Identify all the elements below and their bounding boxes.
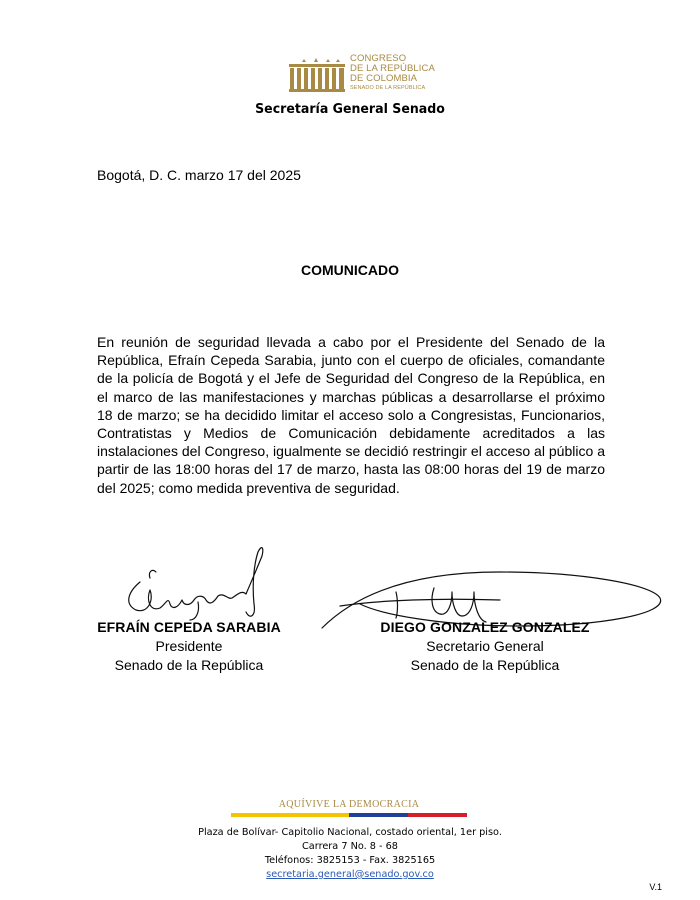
- logo-line: CONGRESO: [350, 53, 407, 64]
- flag-yellow: [231, 813, 349, 817]
- signatory-role: Secretario General: [426, 638, 544, 654]
- signatory-entity: Senado de la República: [114, 657, 264, 673]
- signatory-name: DIEGO GONZALEZ GONZALEZ: [380, 619, 590, 635]
- motto-text: AQUÍVIVE LA DEMOCRACIA: [278, 799, 420, 810]
- document-version: V.1: [649, 882, 662, 892]
- footer-street: Carrera 7 No. 8 - 68: [302, 841, 398, 852]
- signatory-role: Presidente: [155, 638, 223, 654]
- footer-address: Plaza de Bolívar- Capitolio Nacional, costado oriental, 1er piso.: [198, 827, 502, 838]
- letter-heading: [0, 262, 700, 278]
- logo-line: DE LA REPÚBLICA: [350, 63, 435, 74]
- office-title-text: Secretaría General Senado: [255, 101, 445, 117]
- signature-left: [129, 548, 263, 620]
- capitol-columns-icon: [288, 58, 346, 92]
- logo-line: DE COLOMBIA: [350, 73, 418, 84]
- logo-wordmark: [350, 54, 435, 92]
- office-title: [0, 101, 700, 117]
- flag-blue: [349, 813, 408, 817]
- letter-body: En reunión de seguridad llevada a cabo por el Presidente del Senado de la República, Efraín Cepeda Sarabia, junto con el cuerpo de oficiales, comandante de la policía de Bogotá y el Jefe de Seguridad del Congreso de la República, en el marco de las manifestaciones y marchas públicas a desarrollarse el próximo 18 de marzo; se ha decidido limitar el acceso solo a Congresistas, Funcionarios, Contratistas y Medios de Comunicación debidamente acreditados a las instalaciones del Congreso, igualmente se decidió restringir el acceso al público a partir de las 18:00 horas del 17 de marzo, hasta las 08:00 horas del 19 de marzo del 2025; como medida preventiva de seguridad.: [97, 334, 605, 496]
- footer-email-link[interactable]: secretaria.general@senado.gov.co: [266, 869, 434, 880]
- letter-date: Bogotá, D. C. marzo 17 del 2025: [97, 167, 301, 183]
- congress-logo: [288, 50, 448, 94]
- signatory-secretary: [340, 618, 630, 675]
- flag-red: [408, 813, 467, 817]
- signatory-president: [55, 618, 323, 675]
- signatory-entity: Senado de la República: [410, 657, 560, 673]
- footer-phones: Teléfonos: 3825153 - Fax. 3825165: [264, 855, 436, 866]
- footer-motto: [231, 799, 467, 821]
- logo-subline: SENADO DE LA REPÚBLICA: [350, 85, 426, 91]
- footer-contact: [0, 826, 700, 882]
- signatory-name: EFRAÍN CEPEDA SARABIA: [97, 619, 281, 635]
- letter-heading-text: COMUNICADO: [301, 262, 399, 278]
- flag-stripe: [231, 813, 467, 817]
